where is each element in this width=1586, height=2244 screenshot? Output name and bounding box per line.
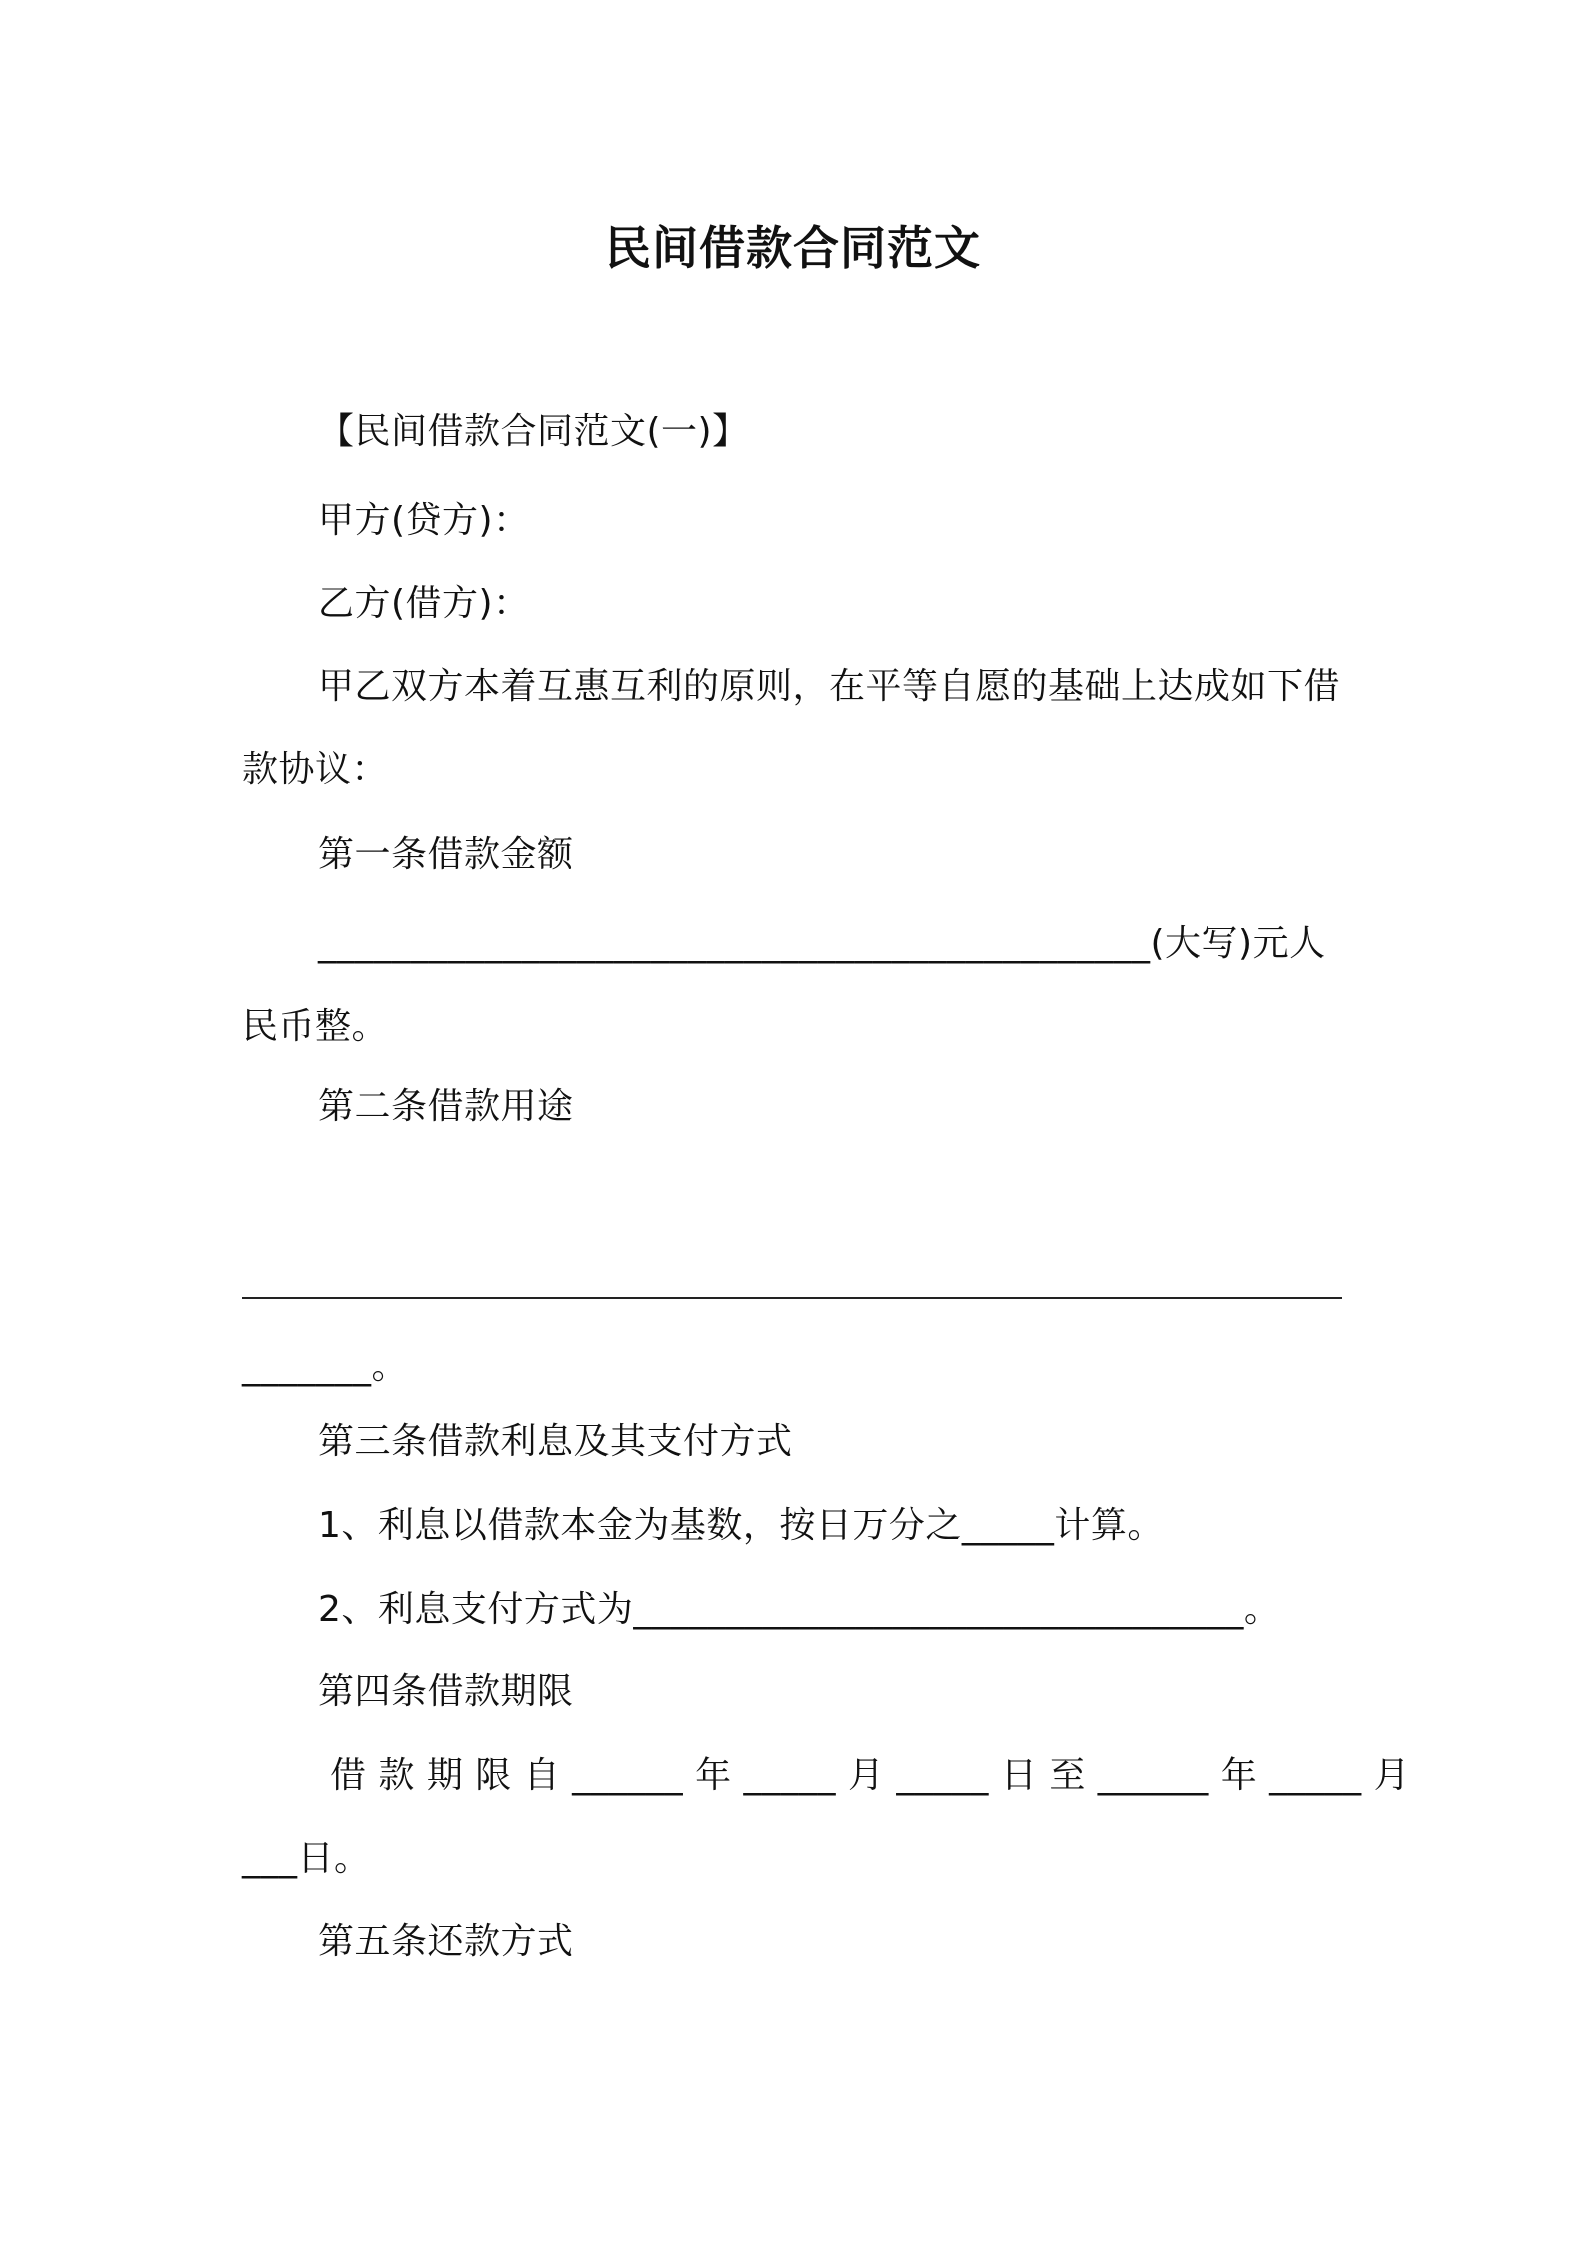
article-2-heading: 第二条借款用途 (318, 1086, 574, 1127)
article-3-heading: 第三条借款利息及其支付方式 (318, 1421, 793, 1462)
interest-clause-2: 2、利息支付方式为_________________________________。 (318, 1589, 1281, 1630)
article-1-heading: 第一条借款金额 (318, 834, 574, 875)
article-5-heading: 第五条还款方式 (318, 1921, 574, 1962)
document-title: 民间借款合同范文 (605, 221, 981, 275)
intro-paragraph-line-2: 款协议： (242, 749, 389, 790)
term-line-2: ___日。 (242, 1838, 371, 1879)
party-b-line: 乙方(借方)： (318, 583, 530, 624)
party-a-line: 甲方(贷方)： (318, 500, 530, 541)
amount-line-1: _____________________________________________(大写)元人 (318, 923, 1326, 964)
term-line-1: 借 款 期 限 自 ______ 年 _____ 月 _____ 日 至 ______ 年 _____ 月 (318, 1755, 1411, 1796)
purpose-blank-line (242, 1297, 1342, 1299)
article-4-heading: 第四条借款期限 (318, 1671, 574, 1712)
interest-clause-1: 1、利息以借款本金为基数，按日万分之_____计算。 (318, 1505, 1164, 1546)
amount-line-2: 民币整。 (242, 1006, 389, 1047)
section-heading: 【民间借款合同范文(一)】 (318, 411, 749, 452)
intro-paragraph-line-1: 甲乙双方本着互惠互利的原则，在平等自愿的基础上达成如下借 (318, 666, 1341, 707)
purpose-line-end: _______。 (242, 1346, 409, 1387)
